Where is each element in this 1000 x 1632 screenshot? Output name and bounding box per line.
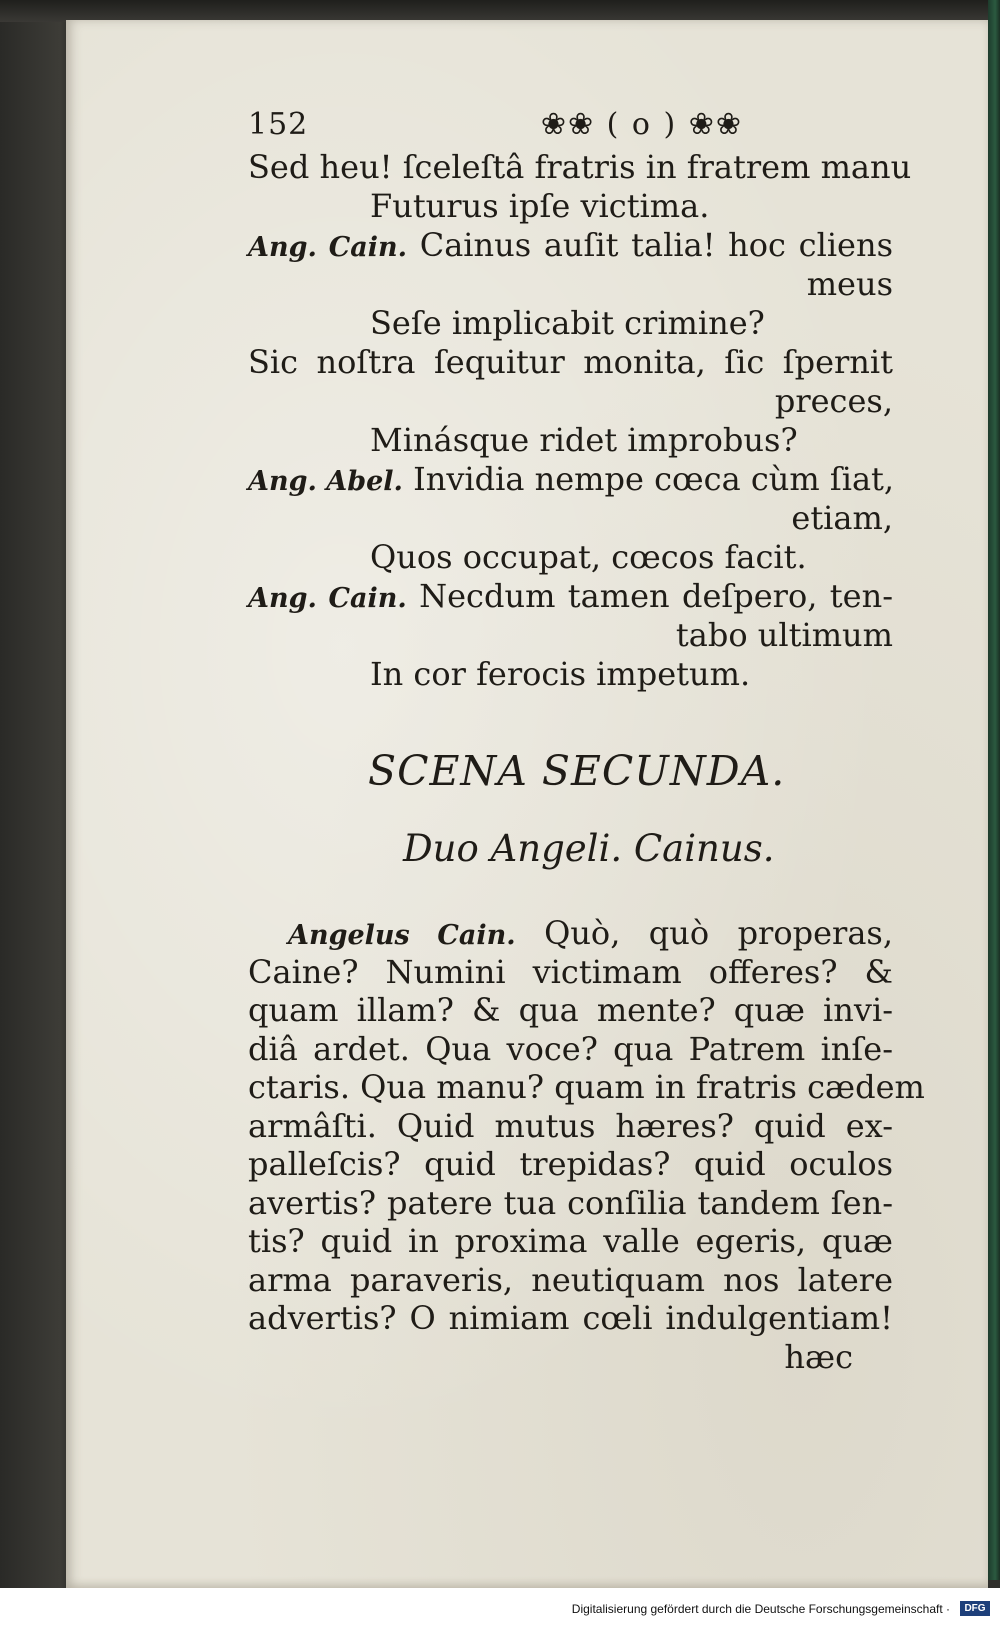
speaker-label: Ang. Cain. xyxy=(248,232,408,263)
verse-line xyxy=(248,460,893,499)
prose-line: advertis? O nimiam cœli indulgentiam! xyxy=(248,1299,893,1337)
verse-line xyxy=(248,577,893,616)
verse-text: Cainus auſit talia! hoc cliens xyxy=(419,226,894,264)
prose-line: avertis? patere tua conſilia tandem ſen- xyxy=(248,1183,893,1222)
verse-text: Necdum tamen deſpero, ten- xyxy=(419,577,893,615)
prose-line: tis? quid in proxima valle egeris, quæ xyxy=(248,1222,893,1260)
verse-line: Quos occupat, cœcos facit. xyxy=(370,538,807,576)
prose-paragraph xyxy=(248,914,925,1376)
speaker-label: Ang. Cain. xyxy=(248,583,407,614)
verse-line: etiam, xyxy=(791,499,893,537)
top-shadow xyxy=(0,0,1000,22)
verse-line: preces, xyxy=(774,382,893,420)
verse-line: meus xyxy=(806,265,893,303)
prose-line xyxy=(248,914,893,953)
scene-title: SCENA SECUNDA. xyxy=(368,747,786,795)
speaker-label: Angelus Cain. xyxy=(288,920,516,951)
book-cover-edge xyxy=(988,0,1000,1580)
prose-line: armâſti. Quid mutus hæres? quid ex- xyxy=(248,1106,893,1145)
prose-line: Caine? Numini victimam offeres? & xyxy=(248,952,893,991)
scene-persons: Duo Angeli. Cainus. xyxy=(403,827,775,870)
verse-line: Minásque ridet improbus? xyxy=(370,421,798,459)
verse-line: Sic noſtra ſequitur monita, ſic ſpernit xyxy=(248,343,893,381)
verse-line: tabo ultimum xyxy=(675,616,893,654)
prose-line: ctaris. Qua manu? quam in fratris cædem xyxy=(248,1068,925,1106)
ornament-icon: ❀❀ ( o ) ❀❀ xyxy=(540,106,743,142)
verse-line: Seſe implicabit crimine? xyxy=(370,304,765,342)
catchword: hæc xyxy=(784,1337,853,1376)
prose-line: diâ ardet. Qua voce? qua Patrem inſe- xyxy=(248,1029,893,1068)
speaker-label: Ang. Abel. xyxy=(248,466,403,497)
verse-text: Invidia nempe cœca cùm ſiat, xyxy=(413,460,895,498)
page-number: 152 xyxy=(248,106,309,142)
page-text xyxy=(248,100,925,1376)
running-head xyxy=(248,100,893,148)
prose-line: arma paraveris, neutiquam nos latere xyxy=(248,1260,893,1299)
funding-notice: Digitalisierung gefördert durch die Deutsche Forschungsgemeinschaft · xyxy=(571,1602,950,1616)
verse-line xyxy=(248,226,893,265)
verse-line: Sed heu! ſceleſtâ fratris in fratrem manu xyxy=(248,148,912,186)
prose-text: Quò, quò properas, xyxy=(544,914,893,952)
dfg-logo-icon: DFG xyxy=(960,1601,990,1616)
verse-line: Futurus ipſe victima. xyxy=(370,187,710,225)
prose-line: palleſcis? quid trepidas? quid oculos xyxy=(248,1145,893,1183)
footer-bar xyxy=(0,1588,1000,1632)
prose-line: quam illam? & qua mente? quæ invi- xyxy=(248,991,893,1029)
verse-line: In cor ferocis impetum. xyxy=(370,655,751,693)
